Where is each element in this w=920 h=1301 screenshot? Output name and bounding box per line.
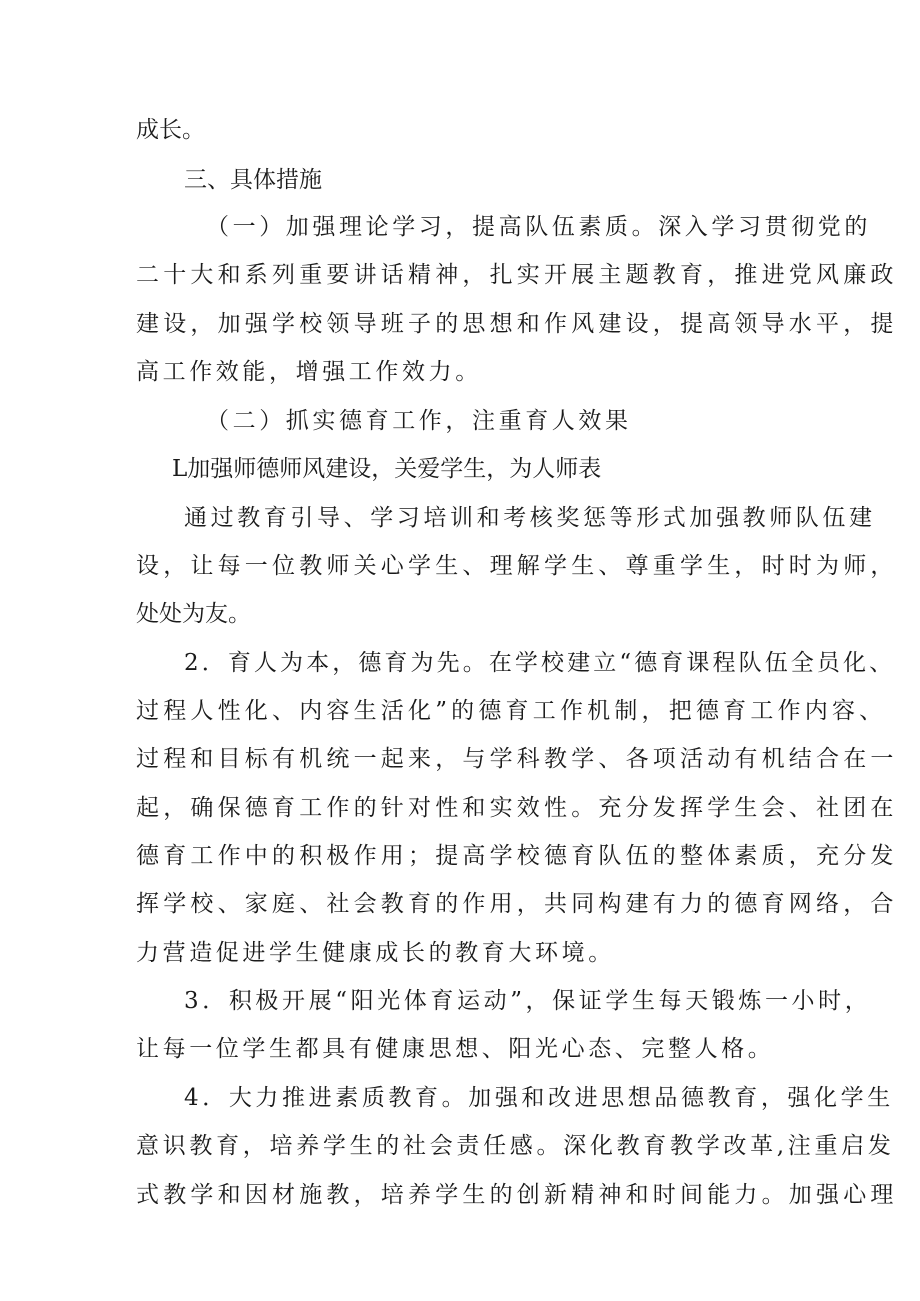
text-line: 2．育人为本，德育为先。在学校建立“德育课程队伍全员化、: [184, 650, 896, 676]
text-line: （一）加强理论学习，提高队伍素质。深入学习贯彻党的: [206, 214, 871, 240]
text-line: L加强师德师风建设，关爱学生，为人师表: [172, 456, 602, 482]
text-line: 德育工作中的积极作用；提高学校德育队伍的整体素质，充分发: [136, 843, 898, 869]
text-line: 过程和目标有机统一起来，与学科教学、各项活动有机结合在一: [136, 746, 898, 772]
text-line: 通过教育引导、学习培训和考核奖惩等形式加强教师队伍建: [184, 505, 876, 531]
text-line: 起，确保德育工作的针对性和实效性。充分发挥学生会、社团在: [136, 795, 898, 821]
text-line: 4．大力推进素质教育。加强和改进思想品德教育，强化学生: [184, 1085, 894, 1111]
text-line: 过程人性化、内容生活化”的德育工作机制，把德育工作内容、: [136, 698, 887, 724]
text-line: 设，让每一位教师关心学生、理解学生、尊重学生，时时为师，: [136, 553, 898, 579]
text-line: 建设，加强学校领导班子的思想和作风建设，提高领导水平，提: [136, 311, 898, 337]
text-line: 力营造促进学生健康成长的教育大环境。: [136, 940, 615, 966]
text-line: 让每一位学生都具有健康思想、阳光心态、完整人格。: [136, 1036, 775, 1062]
text-line: 处处为友。: [136, 601, 251, 627]
text-line: 意识教育，培养学生的社会责任感。深化教育教学改革,注重启发: [136, 1133, 895, 1159]
text-line: 式教学和因材施教，培养学生的创新精神和时间能力。加强心理: [136, 1182, 898, 1208]
section-heading: 三、具体措施: [184, 167, 322, 193]
text-line: 挥学校、家庭、社会教育的作用，共同构建有力的德育网络，合: [136, 891, 898, 917]
text-line: 高工作效能，增强工作效力。: [136, 359, 482, 385]
text-line: 成长。: [136, 117, 205, 143]
text-line: 二十大和系列重要讲话精神，扎实开展主题教育，推进党风廉政: [136, 262, 898, 288]
text-line: 3．积极开展“阳光体育运动”，保证学生每天锻炼一小时，: [184, 988, 872, 1014]
subsection-heading: （二）抓实德育工作，注重育人效果: [206, 408, 632, 434]
